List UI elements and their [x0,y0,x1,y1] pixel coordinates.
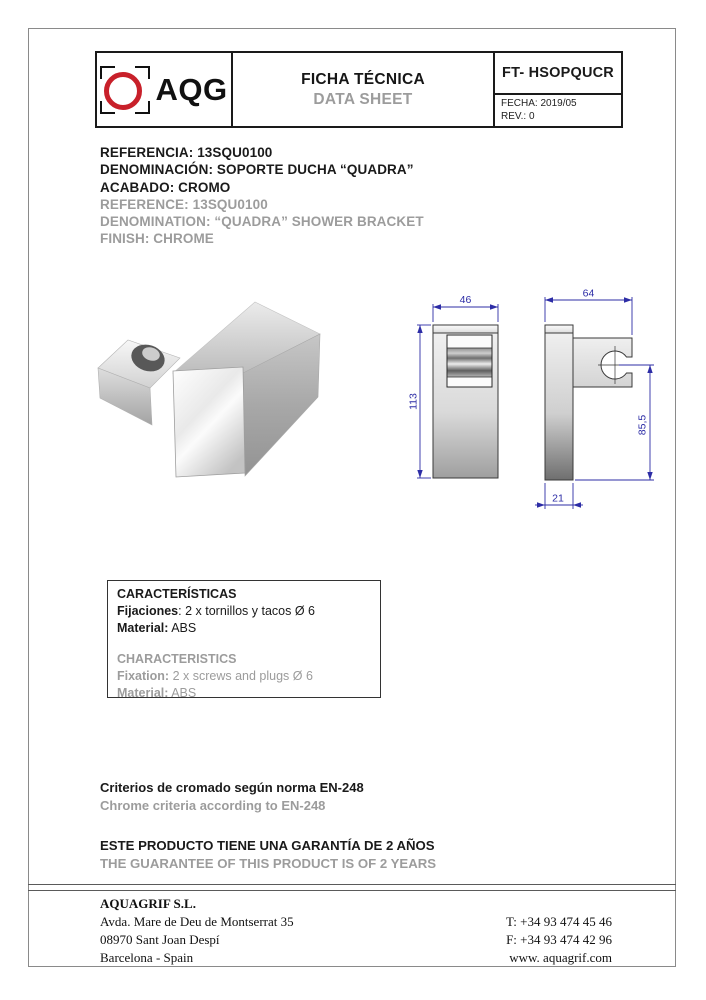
aqg-logo [100,66,227,114]
fax-number: F: +34 93 474 42 96 [506,932,612,947]
denominacion-line: DENOMINACIÓN: SOPORTE DUCHA “QUADRA” [100,162,414,178]
doc-title-es: FICHA TÉCNICA [301,70,425,88]
material-value-en: ABS [168,685,197,700]
doc-date: FECHA: 2019/05 [501,98,577,109]
company-name: AQUAGRIF S.L. [100,896,196,911]
warranty-note [100,837,436,872]
doc-meta [495,95,621,126]
viewfinder-icon [100,66,150,114]
doc-rev: REV.: 0 [501,110,535,122]
side-holder-block [573,338,632,387]
side-wall-plate [545,333,573,480]
doc-title-en: DATA SHEET [313,90,413,108]
finish-line: FINISH: CHROME [100,231,214,247]
front-slot-bands [448,348,492,377]
red-ring-icon [104,72,142,110]
fijaciones-label: Fijaciones [117,603,179,618]
dim-side-depth: 64 [582,287,595,300]
material-value-es: ABS [168,620,197,635]
footer-separator-line-2 [28,890,676,891]
logo-text: AQG [155,71,228,107]
company-address-3: Barcelona - Spain [100,950,194,965]
technical-drawing [395,278,695,528]
material-line-es [117,620,371,637]
reference-line: REFERENCE: 13SQU0100 [100,196,268,212]
company-address-1: Avda. Mare de Deu de Montserrat 35 [100,914,294,929]
dim-front-height: 113 [407,393,420,410]
side-cap [545,325,573,333]
acabado-line: ACABADO: CROMO [100,179,231,195]
bracket-top-right-icon [135,66,150,79]
product-reference-block [100,144,424,248]
characteristics-title-es: CARACTERÍSTICAS [117,587,237,601]
front-plate-face [173,367,245,477]
front-view [433,325,498,478]
material-label-es: Material: [117,620,169,635]
characteristics-title-en: CHARACTERISTICS [117,652,237,667]
logo-cell [97,53,233,126]
phone-number: T: +34 93 474 45 46 [506,914,612,929]
product-photo [85,295,325,485]
chrome-criteria-note [100,779,364,814]
warranty-en: THE GUARANTEE OF THIS PRODUCT IS OF 2 YEARS [100,855,437,871]
material-line-en [117,685,371,702]
shower-bracket-photo [98,302,320,477]
fijaciones-line [117,603,371,620]
fixation-line [117,668,371,685]
doc-meta-cell [495,53,621,126]
fixation-value: 2 x screws and plugs Ø 6 [169,669,313,684]
chrome-criteria-es: Criterios de cromado según norma EN-248 [100,780,364,795]
referencia-line: REFERENCIA: 13SQU0100 [100,145,273,160]
doc-code: FT- HSOPQUCR [495,53,621,95]
spacer [117,636,371,651]
side-view [545,325,639,480]
dim-side-plate-thickness: 21 [552,492,564,505]
title-cell [233,53,495,126]
dim-side-center-height: 85,5 [636,414,649,436]
warranty-es: ESTE PRODUCTO TIENE UNA GARANTÍA DE 2 AÑOS [100,838,435,853]
website: www. aquagrif.com [509,950,612,965]
header [95,51,623,128]
company-address-2: 08970 Sant Joan Despí [100,932,220,947]
denomination-line: DENOMINATION: “QUADRA” SHOWER BRACKET [100,214,424,230]
fixation-label: Fixation: [117,669,170,684]
footer-company-block [100,895,294,967]
dim-front-width: 46 [459,294,472,306]
material-label-en: Material: [117,685,169,700]
footer-separator-line-1 [28,884,676,885]
footer-contacts-block [447,913,612,967]
chrome-criteria-en: Chrome criteria according to EN-248 [100,797,326,813]
front-cap [433,325,498,333]
characteristics-box [107,580,381,698]
fijaciones-value: : 2 x tornillos y tacos Ø 6 [178,603,315,618]
